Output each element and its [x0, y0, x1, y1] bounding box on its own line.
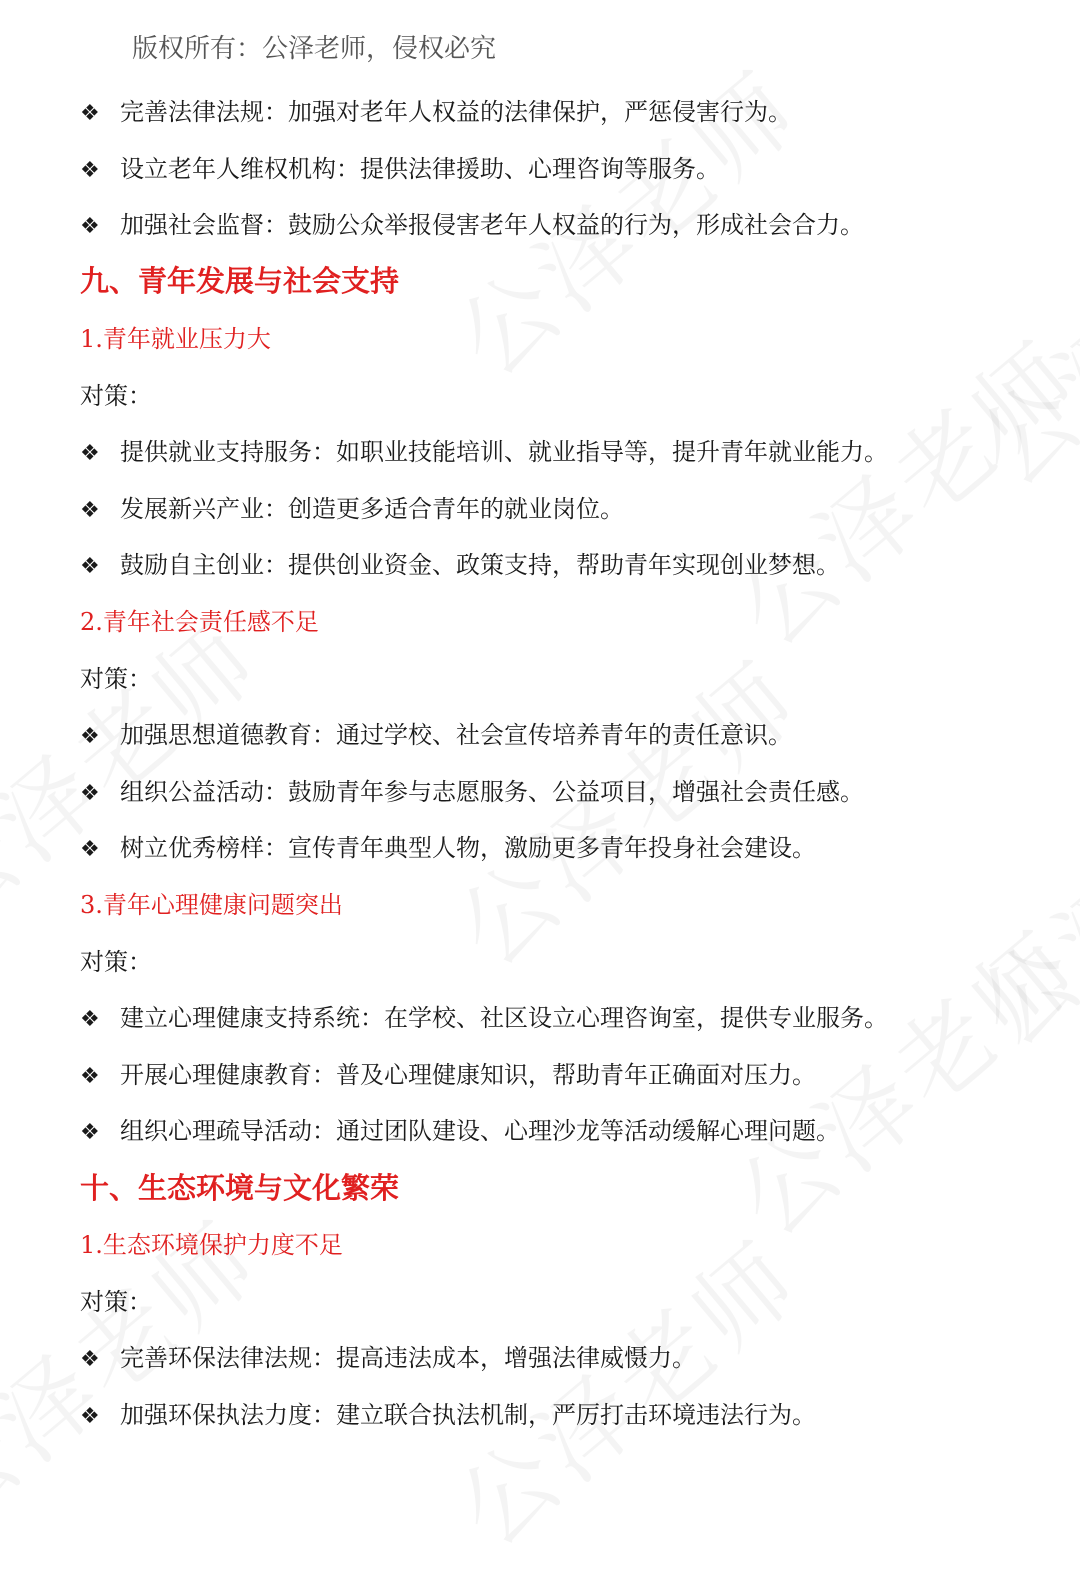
subsection-heading: 1.生态环境保护力度不足	[80, 1231, 343, 1259]
list-item-text: 提供就业支持服务：如职业技能培训、就业指导等，提升青年就业能力。	[120, 438, 888, 466]
list-item-text: 加强社会监督：鼓励公众举报侵害老年人权益的行为，形成社会合力。	[120, 211, 864, 239]
diamond-bullet-icon: ❖	[80, 1064, 100, 1089]
section-heading: 十、生态环境与文化繁荣	[80, 1171, 400, 1205]
countermeasure-label: 对策：	[80, 1288, 152, 1316]
diamond-bullet-icon: ❖	[80, 724, 100, 749]
diamond-bullet-icon: ❖	[80, 441, 100, 466]
list-item-text: 组织心理疏导活动：通过团队建设、心理沙龙等活动缓解心理问题。	[120, 1117, 840, 1145]
diamond-bullet-icon: ❖	[80, 1404, 100, 1429]
list-item	[80, 432, 888, 467]
list-item	[80, 772, 864, 807]
copyright-header: 版权所有：公泽老师，侵权必究	[132, 34, 497, 64]
list-item	[80, 149, 720, 184]
diamond-bullet-icon: ❖	[80, 781, 100, 806]
subsection-heading: 2.青年社会责任感不足	[80, 608, 319, 636]
diamond-bullet-icon: ❖	[80, 1007, 100, 1032]
diamond-bullet-icon: ❖	[80, 1120, 100, 1145]
list-item-text: 建立心理健康支持系统：在学校、社区设立心理咨询室，提供专业服务。	[120, 1004, 888, 1032]
list-item	[80, 828, 816, 863]
list-item-text: 加强环保执法力度：建立联合执法机制，严厉打击环境违法行为。	[120, 1401, 816, 1429]
diamond-bullet-icon: ❖	[80, 101, 100, 126]
list-item	[80, 715, 792, 750]
watermark	[424, 1205, 825, 1572]
list-item	[80, 489, 624, 524]
list-item	[80, 545, 840, 580]
list-item	[80, 1111, 840, 1146]
section-heading: 九、青年发展与社会支持	[80, 264, 400, 298]
subsection-heading: 1.青年就业压力大	[80, 325, 271, 353]
list-item-text: 设立老年人维权机构：提供法律援助、心理咨询等服务。	[120, 155, 720, 183]
list-item	[80, 998, 888, 1033]
diamond-bullet-icon: ❖	[80, 214, 100, 239]
list-item	[80, 1395, 816, 1430]
countermeasure-label: 对策：	[80, 665, 152, 693]
diamond-bullet-icon: ❖	[80, 498, 100, 523]
list-item	[80, 1055, 816, 1090]
subsection-heading: 3.青年心理健康问题突出	[80, 891, 343, 919]
diamond-bullet-icon: ❖	[80, 554, 100, 579]
list-item-text: 开展心理健康教育：普及心理健康知识，帮助青年正确面对压力。	[120, 1061, 816, 1089]
list-item	[80, 205, 864, 240]
countermeasure-label: 对策：	[80, 948, 152, 976]
watermark	[424, 625, 825, 992]
watermark	[944, 705, 1080, 1072]
diamond-bullet-icon: ❖	[80, 158, 100, 183]
list-item-text: 完善法律法规：加强对老年人权益的法律保护，严惩侵害行为。	[120, 98, 792, 126]
countermeasure-label: 对策：	[80, 382, 152, 410]
list-item-text: 组织公益活动：鼓励青年参与志愿服务、公益项目，增强社会责任感。	[120, 778, 864, 806]
list-item-text: 树立优秀榜样：宣传青年典型人物，激励更多青年投身社会建设。	[120, 834, 816, 862]
list-item-text: 完善环保法律法规：提高违法成本，增强法律威慑力。	[120, 1344, 696, 1372]
list-item	[80, 1338, 696, 1373]
list-item	[80, 92, 792, 127]
diamond-bullet-icon: ❖	[80, 1347, 100, 1372]
list-item-text: 发展新兴产业：创造更多适合青年的就业岗位。	[120, 495, 624, 523]
diamond-bullet-icon: ❖	[80, 837, 100, 862]
list-item-text: 加强思想道德教育：通过学校、社会宣传培养青年的责任意识。	[120, 721, 792, 749]
watermark	[944, 145, 1080, 512]
list-item-text: 鼓励自主创业：提供创业资金、政策支持，帮助青年实现创业梦想。	[120, 551, 840, 579]
watermark	[704, 305, 1080, 672]
